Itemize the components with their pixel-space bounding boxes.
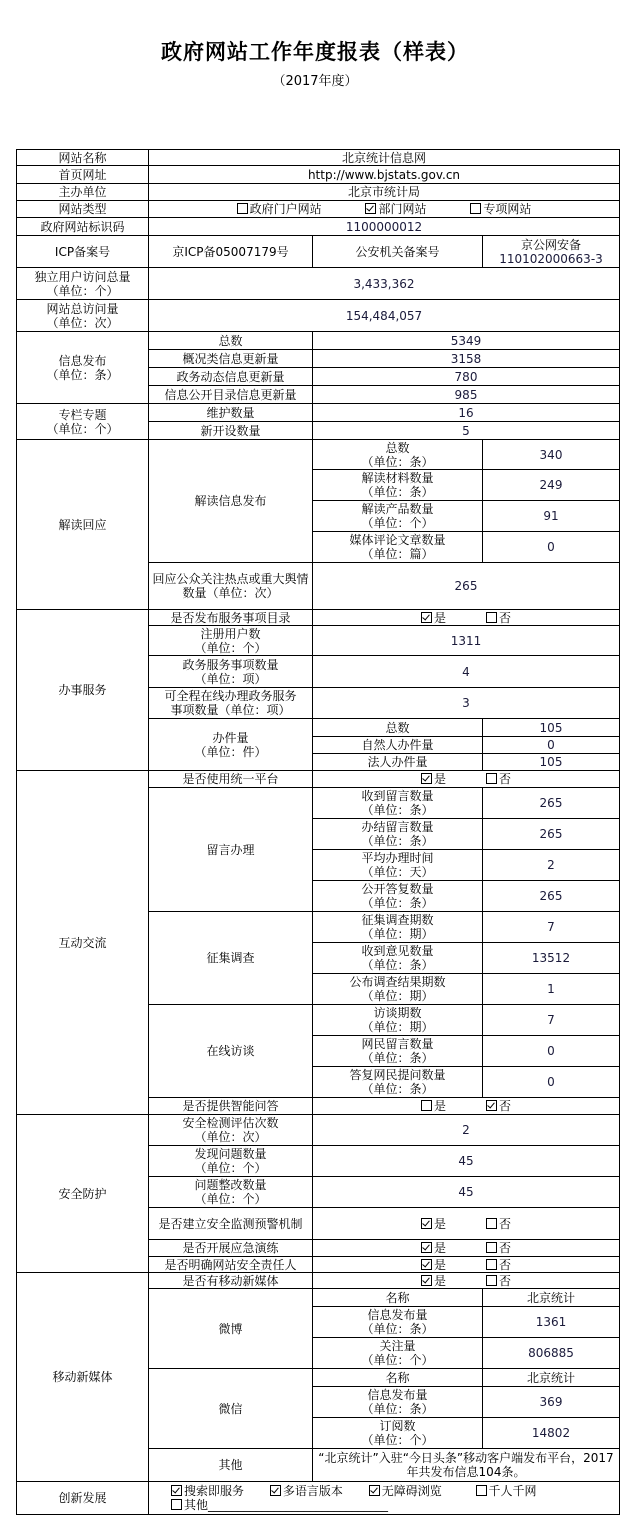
opt-label: 否: [499, 772, 512, 786]
label: 其他: [149, 1449, 313, 1482]
label: 微信: [149, 1369, 313, 1449]
label: 是否提供智能问答: [149, 1098, 313, 1115]
yes-no: [313, 1273, 620, 1289]
opt-label: 否: [499, 1241, 512, 1255]
checkbox-icon: [470, 203, 481, 214]
label: 维护数量: [149, 404, 313, 422]
label: [149, 656, 313, 688]
checkbox-icon: [486, 1218, 497, 1229]
opt-label: 是: [433, 610, 446, 625]
l2: （单位：条）: [361, 1402, 434, 1416]
site-type-options: [149, 201, 620, 218]
l2: （单位：条）: [361, 1082, 434, 1096]
l2: （单位：次）: [46, 315, 119, 330]
checkbox-checked-icon: [421, 1275, 432, 1286]
checkbox-icon: [486, 773, 497, 784]
value: 265: [483, 819, 620, 850]
checkbox-icon: [486, 1259, 497, 1270]
value: 369: [483, 1387, 620, 1418]
yes-option[interactable]: [421, 1258, 446, 1272]
label: [313, 850, 483, 881]
checkbox-icon: [476, 1485, 487, 1496]
l1: 答复网民提问数量: [349, 1068, 446, 1082]
l1: 征集调查期数: [361, 913, 434, 927]
opt-label: 否: [499, 1257, 512, 1272]
value: 265: [483, 881, 620, 912]
yes-option[interactable]: [421, 611, 446, 625]
no-option[interactable]: [486, 1274, 511, 1288]
l1: 办件量: [212, 730, 249, 745]
checkbox-checked-icon: [421, 1218, 432, 1229]
label: [313, 1338, 483, 1369]
l1: 信息发布: [58, 353, 107, 368]
yes-option[interactable]: [421, 1274, 446, 1288]
yes-no: [313, 1257, 620, 1273]
label: [313, 819, 483, 850]
label: [313, 470, 483, 501]
l2: （单位：条）: [361, 485, 434, 499]
label: [313, 788, 483, 819]
section-security: 安全防护: [17, 1115, 149, 1273]
label: [149, 1115, 313, 1146]
value: 265: [483, 788, 620, 819]
opt-label: 专项网站: [483, 202, 532, 216]
value: 14802: [483, 1418, 620, 1449]
l2: （单位：个）: [46, 283, 119, 298]
police-number: [483, 236, 620, 268]
label: [313, 943, 483, 974]
value: 985: [313, 386, 620, 404]
l2: （单位：天）: [361, 865, 434, 879]
site-url[interactable]: http://www.bjstats.gov.cn: [149, 166, 620, 184]
yes-no: [313, 1208, 620, 1240]
report-table: [16, 149, 620, 1515]
l2: （单位：个）: [361, 1353, 434, 1367]
l2: （单位：条）: [361, 958, 434, 972]
l2: （单位：个）: [194, 1161, 267, 1175]
innovation-option[interactable]: [171, 1484, 244, 1498]
l2: （单位：篇）: [361, 547, 434, 561]
checkbox-checked-icon: [486, 1100, 497, 1111]
label: 概况类信息更新量: [149, 350, 313, 368]
value: 1311: [313, 626, 620, 656]
innovation-option[interactable]: [270, 1484, 343, 1498]
l1: 专栏专题: [58, 407, 107, 422]
value: 5349: [313, 332, 620, 350]
type-option[interactable]: [365, 202, 426, 216]
label: ICP备案号: [17, 236, 149, 268]
label: [313, 974, 483, 1005]
label: 是否有移动新媒体: [149, 1273, 313, 1289]
l1: 订阅数: [379, 1419, 416, 1433]
value: 3158: [313, 350, 620, 368]
label: 网站类型: [17, 201, 149, 218]
value: 7: [483, 1005, 620, 1036]
l1: 平均办理时间: [361, 851, 434, 865]
site-code: 1100000012: [149, 218, 620, 236]
value: 5: [313, 422, 620, 440]
label: [313, 532, 483, 563]
value: 91: [483, 501, 620, 532]
l1: 解读产品数量: [361, 502, 434, 516]
opt-label: 其他______________________________: [184, 1498, 389, 1512]
opt-label: 否: [499, 1216, 512, 1231]
label: [149, 688, 313, 719]
section-innovation: 创新发展: [17, 1482, 149, 1515]
checkbox-checked-icon: [421, 1242, 432, 1253]
section-interpret: 解读回应: [17, 440, 149, 610]
l1: 公布调查结果期数: [349, 975, 446, 989]
label: [313, 1418, 483, 1449]
value: 0: [483, 1036, 620, 1067]
label: [313, 1387, 483, 1418]
checkbox-checked-icon: [369, 1485, 380, 1496]
innovation-options: [149, 1482, 620, 1515]
l1: 办结留言数量: [361, 820, 434, 834]
yes-no: [313, 610, 620, 626]
l2: （单位：个）: [194, 640, 267, 655]
label: [313, 1067, 483, 1098]
l1: 解读材料数量: [361, 471, 434, 485]
label: [313, 881, 483, 912]
opt-label: 是: [433, 1099, 446, 1113]
value: 780: [313, 368, 620, 386]
value: 16: [313, 404, 620, 422]
label: [313, 1005, 483, 1036]
section-mobile: 移动新媒体: [17, 1273, 149, 1482]
l1: 收到留言数量: [361, 789, 434, 803]
value: 2: [483, 850, 620, 881]
l1: 问题整改数量: [194, 1178, 267, 1192]
type-option[interactable]: [470, 202, 531, 216]
l1: 网站总访问量: [46, 301, 119, 316]
value: 北京统计: [483, 1289, 620, 1307]
checkbox-icon: [171, 1499, 182, 1510]
label: [17, 268, 149, 300]
value: 806885: [483, 1338, 620, 1369]
l1: 关注量: [379, 1339, 416, 1353]
label: [149, 719, 313, 771]
l1: 媒体评论文章数量: [349, 533, 446, 547]
value: 3: [313, 688, 620, 719]
yes-no: [313, 1240, 620, 1257]
label: [313, 440, 483, 470]
value: “北京统计”入驻“今日头条”移动客户端发布平台，2017年共发布信息104条。: [313, 1449, 620, 1482]
l1: 发现问题数量: [194, 1147, 267, 1161]
l2: （单位：期）: [361, 1020, 434, 1034]
value: 13512: [483, 943, 620, 974]
pv-value: 154,484,057: [149, 300, 620, 332]
section-info: [17, 332, 149, 404]
l2: （单位：项）: [194, 671, 267, 686]
label: 是否明确网站安全责任人: [149, 1257, 313, 1273]
opt-label: 否: [499, 1099, 512, 1113]
l2: （单位：条）: [361, 454, 434, 469]
innovation-option[interactable]: [171, 1498, 388, 1512]
checkbox-icon: [486, 1275, 497, 1286]
yes-option[interactable]: [421, 772, 446, 786]
section-service: 办事服务: [17, 610, 149, 771]
no-option[interactable]: [486, 1258, 511, 1272]
value: 340: [483, 440, 620, 470]
opt-label: 是: [433, 1241, 446, 1255]
label: 名称: [313, 1369, 483, 1387]
label: 网站名称: [17, 150, 149, 166]
label: 是否开展应急演练: [149, 1240, 313, 1257]
label: 公安机关备案号: [313, 236, 483, 268]
value: 0: [483, 1067, 620, 1098]
opt-label: 多语言版本: [282, 1484, 343, 1498]
l2: （单位：期）: [361, 989, 434, 1003]
label: 政务动态信息更新量: [149, 368, 313, 386]
l2: （单位：条）: [46, 367, 119, 382]
label: 征集调查: [149, 912, 313, 1005]
page-subtitle: （2017年度）: [272, 74, 358, 89]
value: 0: [483, 737, 620, 754]
opt-label: 是: [433, 1257, 446, 1272]
yes-option[interactable]: [421, 1217, 446, 1231]
label: [313, 912, 483, 943]
l1: 总数: [385, 440, 410, 455]
yes-option[interactable]: [421, 1241, 446, 1255]
label: 主办单位: [17, 184, 149, 201]
value: 45: [313, 1146, 620, 1177]
value: 265: [313, 563, 620, 610]
checkbox-checked-icon: [171, 1485, 182, 1496]
value: 4: [313, 656, 620, 688]
label: 是否建立安全监测预警机制: [149, 1208, 313, 1240]
opt-label: 千人千网: [488, 1484, 537, 1498]
opt-label: 政府门户网站: [249, 202, 322, 216]
no-option[interactable]: [486, 1217, 511, 1231]
opt-label: 部门网站: [378, 202, 427, 216]
label: [17, 300, 149, 332]
l2: （单位：个）: [361, 1433, 434, 1447]
value: 249: [483, 470, 620, 501]
label: 总数: [149, 332, 313, 350]
no-option[interactable]: [486, 1241, 511, 1255]
value: 105: [483, 719, 620, 737]
l1: 安全检测评估次数: [182, 1116, 279, 1130]
l1: 信息发布量: [367, 1308, 428, 1322]
site-name: 北京统计信息网: [149, 150, 620, 166]
label: 总数: [313, 719, 483, 737]
label: 是否发布服务事项目录: [149, 610, 313, 626]
section-column: [17, 404, 149, 440]
opt-label: 无障碍浏览: [381, 1484, 442, 1498]
value: 105: [483, 754, 620, 771]
label: [313, 1307, 483, 1338]
checkbox-checked-icon: [421, 1259, 432, 1270]
l1: 公开答复数量: [361, 882, 434, 896]
no-option[interactable]: [486, 772, 511, 786]
label: 信息公开目录信息更新量: [149, 386, 313, 404]
l2: （单位：条）: [361, 834, 434, 848]
l1: 收到意见数量: [361, 944, 434, 958]
checkbox-icon: [486, 612, 497, 623]
l1: 访谈期数: [373, 1006, 422, 1020]
label: 在线访谈: [149, 1005, 313, 1098]
l1: 可全程在线办理政务服务: [164, 689, 297, 703]
checkbox-icon: [486, 1242, 497, 1253]
l2: （单位：个）: [194, 1192, 267, 1206]
label: 留言办理: [149, 788, 313, 912]
label: 微博: [149, 1289, 313, 1369]
opt-label: 否: [499, 610, 512, 625]
label: 首页网址: [17, 166, 149, 184]
section-interact: 互动交流: [17, 771, 149, 1115]
checkbox-checked-icon: [365, 203, 376, 214]
label: 法人办件量: [313, 754, 483, 771]
yes-no: [313, 771, 620, 788]
label: 政府网站标识码: [17, 218, 149, 236]
checkbox-icon: [421, 1100, 432, 1111]
l2: （单位：个）: [361, 516, 434, 530]
innovation-option[interactable]: [476, 1484, 537, 1498]
value: 1361: [483, 1307, 620, 1338]
l1: 政务服务事项数量: [182, 657, 279, 672]
label: [149, 1177, 313, 1208]
l1: 独立用户访问总量: [34, 269, 131, 284]
label: [313, 1036, 483, 1067]
label: 名称: [313, 1289, 483, 1307]
l2: （单位：件）: [194, 744, 267, 759]
page-title: 政府网站工作年度报表（样表）: [161, 39, 469, 64]
icp-number: 京ICP备05007179号: [149, 236, 313, 268]
l2: （单位：条）: [361, 1322, 434, 1336]
value: 2: [313, 1115, 620, 1146]
label: 回应公众关注热点或重大舆情数量（单位：次）: [149, 563, 313, 610]
label: 解读信息发布: [149, 440, 313, 563]
l2: （单位：条）: [361, 896, 434, 910]
l1: 信息发布量: [367, 1388, 428, 1402]
checkbox-icon: [237, 203, 248, 214]
opt-label: 是: [433, 1273, 446, 1288]
opt-label: 是: [433, 772, 446, 786]
value: 0: [483, 532, 620, 563]
checkbox-checked-icon: [270, 1485, 281, 1496]
l2: （单位：次）: [194, 1130, 267, 1144]
label: [149, 626, 313, 656]
l2: （单位：期）: [361, 927, 434, 941]
opt-label: 是: [433, 1216, 446, 1231]
label: [313, 501, 483, 532]
label: 是否使用统一平台: [149, 771, 313, 788]
l2: 事项数量（单位：项）: [170, 703, 291, 717]
police-line2: 110102000663-3: [499, 251, 603, 266]
type-option[interactable]: [237, 202, 322, 216]
police-line1: 京公网安备: [520, 237, 581, 252]
label: 新开设数量: [149, 422, 313, 440]
host: 北京市统计局: [149, 184, 620, 201]
no-option[interactable]: [486, 611, 511, 625]
l2: （单位：个）: [46, 421, 119, 436]
checkbox-checked-icon: [421, 773, 432, 784]
innovation-option[interactable]: [369, 1484, 442, 1498]
value: 北京统计: [483, 1369, 620, 1387]
no-option[interactable]: [486, 1099, 511, 1113]
value: 7: [483, 912, 620, 943]
opt-label: 否: [499, 1273, 512, 1288]
l2: （单位：条）: [361, 803, 434, 817]
value: 1: [483, 974, 620, 1005]
uv-value: 3,433,362: [149, 268, 620, 300]
value: 45: [313, 1177, 620, 1208]
yes-option[interactable]: [421, 1099, 446, 1113]
label: 自然人办件量: [313, 737, 483, 754]
opt-label: 搜索即服务: [184, 1484, 245, 1498]
label: [149, 1146, 313, 1177]
l1: 注册用户数: [200, 626, 261, 641]
yes-no: [313, 1098, 620, 1115]
l2: （单位：条）: [361, 1051, 434, 1065]
l1: 网民留言数量: [361, 1037, 434, 1051]
checkbox-checked-icon: [421, 612, 432, 623]
